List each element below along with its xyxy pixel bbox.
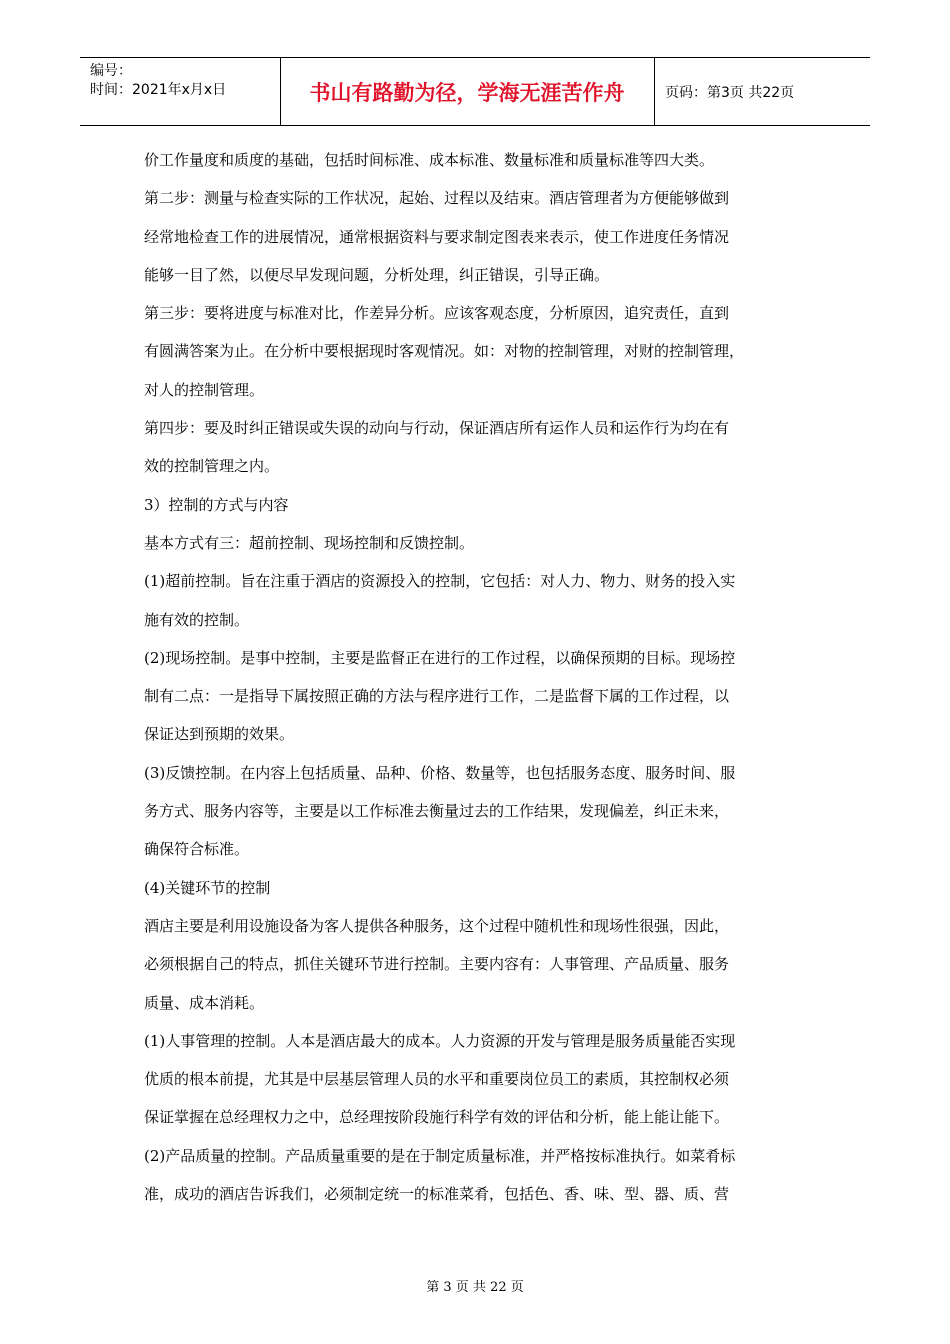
header-table bbox=[80, 57, 870, 126]
text-line: 经常地检查工作的进展情况，通常根据资料与要求制定图表来表示，使工作进度任务情况 bbox=[144, 227, 730, 246]
text-line: 必须根据自己的特点，抓住关键环节进行控制。主要内容有：人事管理、产品质量、服务 bbox=[144, 955, 730, 974]
text-line: (4)关键环节的控制 bbox=[144, 878, 271, 897]
text-line: 施有效的控制。 bbox=[144, 610, 250, 629]
text-line: 能够一目了然，以便尽早发现问题，分析处理，纠正错误，引导正确。 bbox=[144, 265, 610, 284]
text-line: 第二步：测量与检查实际的工作状况，起始、过程以及结束。酒店管理者为方便能够做到 bbox=[144, 189, 730, 208]
text-line: 有圆满答案为止。在分析中要根据现时客观情况。如：对物的控制管理，对财的控制管理， bbox=[144, 342, 745, 361]
body-text bbox=[144, 141, 824, 1213]
text-line: 务方式、服务内容等，主要是以工作标准去衡量过去的工作结果，发现偏差，纠正未来， bbox=[144, 802, 730, 821]
text-line: 准，成功的酒店告诉我们，必须制定统一的标准菜肴，包括色、香、味、型、器、质、营 bbox=[144, 1185, 730, 1204]
text-line: (2)现场控制。是事中控制，主要是监督正在进行的工作过程，以确保预期的目标。现场控 bbox=[144, 648, 736, 667]
text-line: 效的控制管理之内。 bbox=[144, 457, 280, 476]
text-line: 质量、成本消耗。 bbox=[144, 993, 265, 1012]
text-line: 基本方式有三：超前控制、现场控制和反馈控制。 bbox=[144, 533, 475, 552]
text-line: 保证达到预期的效果。 bbox=[144, 725, 295, 744]
text-line: (1)人事管理的控制。人本是酒店最大的成本。人力资源的开发与管理是服务质量能否实现 bbox=[144, 1031, 736, 1050]
text-line: (2)产品质量的控制。产品质量重要的是在于制定质量标准，并严格按标准执行。如菜肴标 bbox=[144, 1146, 736, 1165]
text-line: 3）控制的方式与内容 bbox=[144, 495, 289, 514]
text-line: 价工作量度和质度的基础，包括时间标准、成本标准、数量标准和质量标准等四大类。 bbox=[144, 151, 715, 169]
header-meta-cell bbox=[80, 58, 281, 125]
text-line: (1)超前控制。旨在注重于酒店的资源投入的控制，它包括：对人力、物力、财务的投入实 bbox=[144, 572, 736, 591]
text-line: 制有二点：一是指导下属按照正确的方法与程序进行工作，二是监督下属的工作过程，以 bbox=[144, 687, 730, 706]
motto: 书山有路勤为径，学海无涯苦作舟 bbox=[280, 58, 655, 125]
page-info: 页码：第3页 共22页 bbox=[665, 84, 795, 101]
text-line: (3)反馈控制。在内容上包括质量、品种、价格、数量等，也包括服务态度、服务时间、服 bbox=[144, 763, 736, 782]
text-line: 确保符合标准。 bbox=[144, 840, 250, 859]
text-line: 酒店主要是利用设施设备为客人提供各种服务，这个过程中随机性和现场性很强，因此， bbox=[144, 916, 730, 935]
text-line: 第三步：要将进度与标准对比，作差异分析。应该客观态度，分析原因，追究责任，直到 bbox=[144, 304, 730, 323]
text-line: 保证掌握在总经理权力之中，总经理按阶段施行科学有效的评估和分析，能上能让能下。 bbox=[144, 1108, 730, 1127]
text-line: 对人的控制管理。 bbox=[144, 380, 265, 399]
text-line: 第四步：要及时纠正错误或失误的动向与行动，保证酒店所有运作人员和运作行为均在有 bbox=[144, 419, 730, 438]
page-footer: 第 3 页 共 22 页 bbox=[426, 1280, 524, 1295]
text-line: 优质的根本前提，尤其是中层基层管理人员的水平和重要岗位员工的素质，其控制权必须 bbox=[144, 1070, 730, 1089]
number-label: 编号： bbox=[90, 63, 132, 79]
time-label: 时间：2021年x月x日 bbox=[90, 82, 227, 98]
